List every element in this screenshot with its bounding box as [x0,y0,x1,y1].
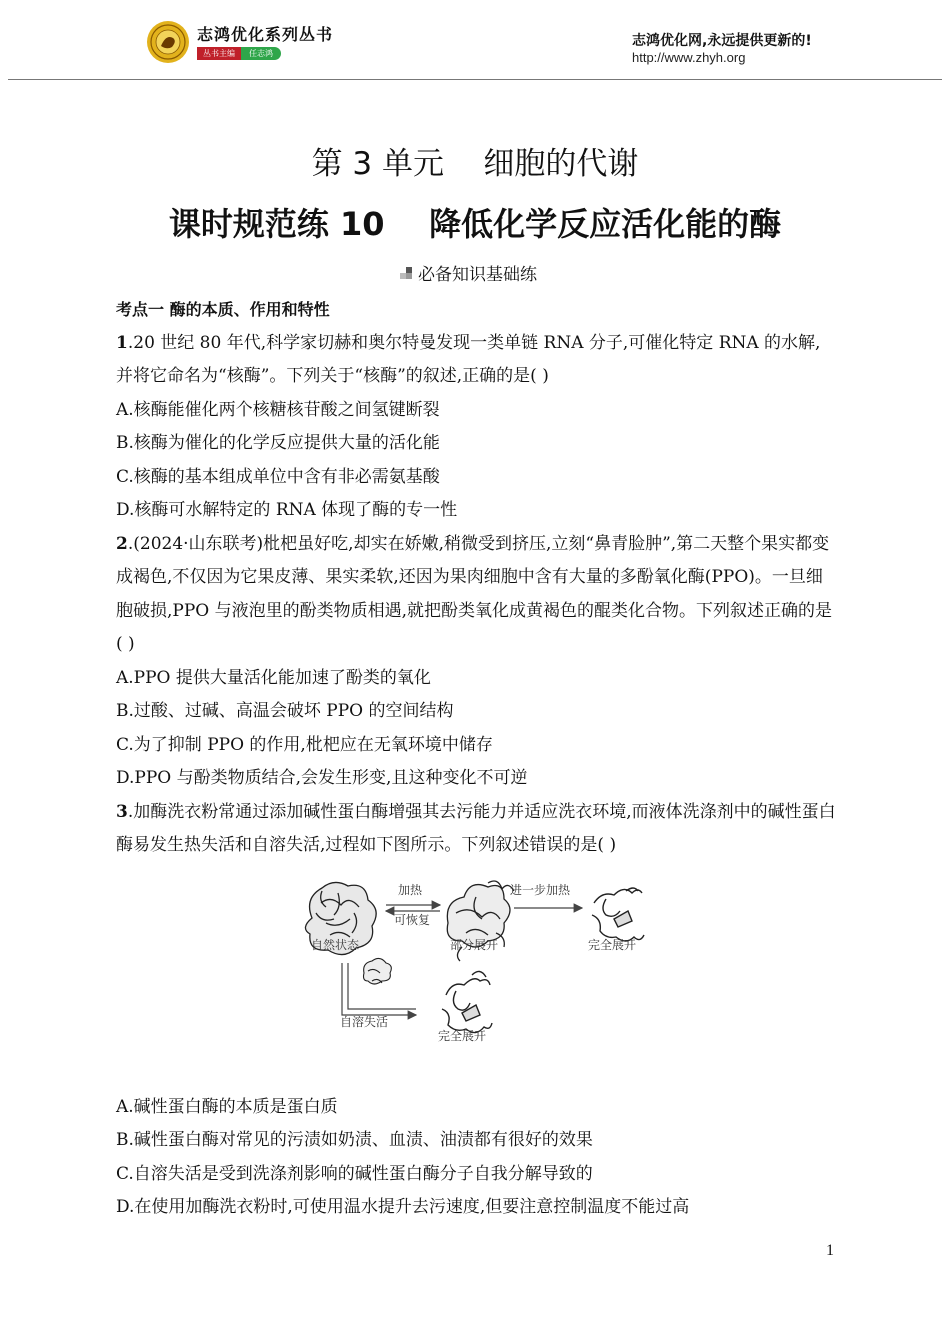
question-text: .20 世纪 80 年代,科学家切赫和奥尔特曼发现一类单链 RNA 分子,可催化特定 RNA 的水解,并将它命名为“核酶”。下列关于“核酶”的叙述,正确的是( ) [116,332,821,386]
fully-unfolded-protein-icon-1 [592,888,644,941]
question-3-stem [116,796,836,863]
section-label-text: 必备知识基础练 [418,265,537,285]
editor-name-tag: 任志鸿 [241,47,281,60]
question-2-option-d: D.PPO 与酚类物质结合,会发生形变,且这种变化不可逆 [116,768,528,788]
question-2-option-c: C.为了抑制 PPO 的作用,枇杷应在无氧环境中储存 [116,734,493,755]
label-partial-unfold: 部分展开 [450,937,499,952]
question-number: 2 [116,533,128,554]
question-2-stem [116,528,836,662]
question-1-stem [116,327,836,394]
label-autolysis: 自溶失活 [340,1014,389,1029]
question-1-option-b: B.核酶为催化的化学反应提供大量的活化能 [116,433,440,453]
question-3-option-c: C.自溶失活是受到洗涤剂影响的碱性蛋白酶分子自我分解导致的 [116,1163,593,1184]
question-3-option-a: A.碱性蛋白酶的本质是蛋白质 [116,1096,338,1117]
diagram-graphics [116,863,836,1091]
question-number: 1 [116,332,128,353]
autolysis-protein-fragment-icon [364,958,392,984]
fully-unfolded-protein-icon-2 [442,971,492,1032]
label-further-heat: 进一步加热 [510,882,571,897]
page-header [0,0,950,100]
question-1-option-d: D.核酶可水解特定的 RNA 体现了酶的专一性 [116,500,458,520]
question-3-option-d: D.在使用加酶洗衣粉时,可使用温水提升去污速度,但要注意控制温度不能过高 [116,1197,690,1217]
unit-title: 第 3 单元 细胞的代谢 [311,146,639,182]
lesson-title: 课时规范练 10 降低化学反应活化能的酶 [168,205,782,243]
section-label [400,260,537,285]
editor-tags [197,47,281,60]
label-heat: 加热 [398,882,423,897]
question-text: .(2024·山东联考)枇杷虽好吃,却实在娇嫩,稍微受到挤压,立刻“鼻青脸肿”,第二天整个果实都变成褐色,不仅因为它果皮薄、果实柔软,还因为果肉细胞中含有大量的多酚氧化酶(PPO)。一旦细胞破损,PPO 与液泡里的酚类物质相遇,就把酚类氧化成黄褐色的醌类化合物。下列叙述正确的是( ) [116,533,833,654]
label-full-unfold-2: 完全展开 [438,1028,487,1043]
publisher-logo-icon [146,20,190,64]
exercise-content [116,293,836,1225]
header-slogan: 志鸿优化网,永远提供更新的! [632,33,812,49]
label-full-unfold-1: 完全展开 [588,937,637,952]
header-divider [8,79,942,80]
label-reversible: 可恢复 [394,912,431,927]
question-number: 3 [116,801,128,822]
enzyme-inactivation-diagram [116,863,836,1091]
section-marker-icon [400,265,416,281]
page-number: 1 [826,1242,834,1259]
label-native-state: 自然状态 [311,937,360,952]
site-url-link[interactable]: http://www.zhyh.org [632,50,746,65]
brand-title: 志鸿优化系列丛书 [197,25,334,44]
question-3-option-b: B.碱性蛋白酶对常见的污渍如奶渍、血渍、油渍都有很好的效果 [116,1130,593,1150]
knowledge-point-heading: 考点一 酶的本质、作用和特性 [116,300,330,319]
question-1-option-a: A.核酶能催化两个核糖核苷酸之间氢键断裂 [116,399,440,420]
editor-role-tag: 丛书主编 [197,47,241,60]
question-text: .加酶洗衣粉常通过添加碱性蛋白酶增强其去污能力并适应洗衣环境,而液体洗涤剂中的碱性蛋白酶易发生热失活和自溶失活,过程如下图所示。下列叙述错误的是( ) [116,801,836,855]
question-2-option-a: A.PPO 提供大量活化能加速了酚类的氧化 [116,667,431,688]
question-2-option-b: B.过酸、过碱、高温会破坏 PPO 的空间结构 [116,701,454,721]
question-1-option-c: C.核酶的基本组成单位中含有非必需氨基酸 [116,466,440,487]
